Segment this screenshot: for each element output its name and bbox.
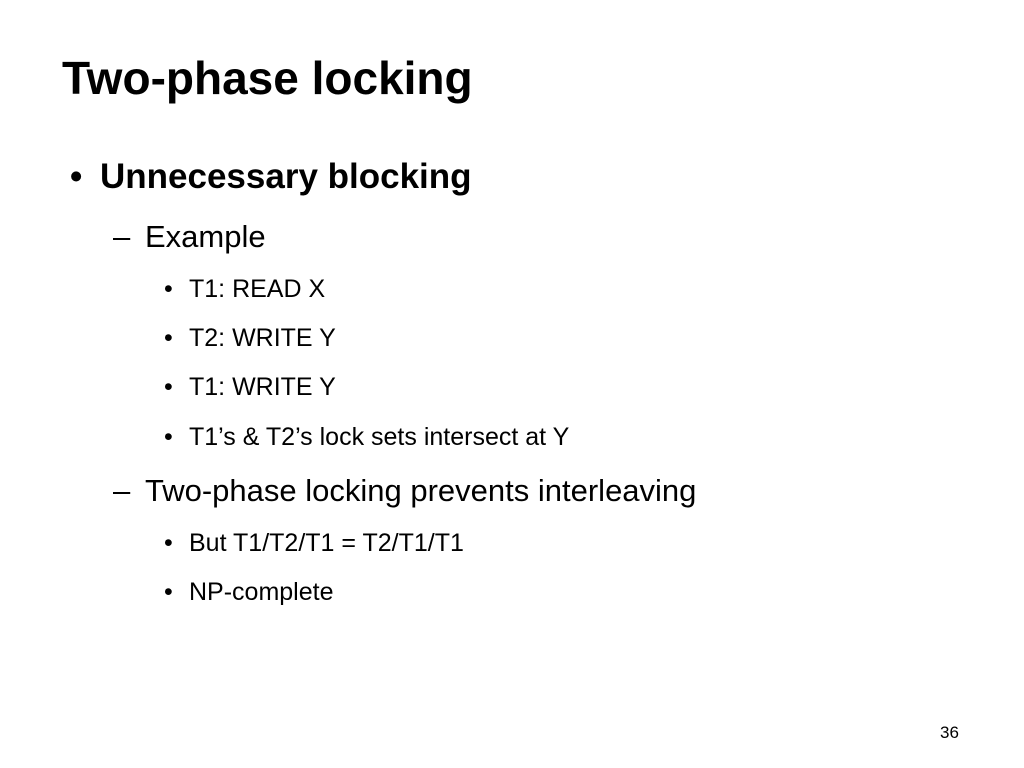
bullet-text: Example [145, 219, 266, 254]
bullet-text: T1: READ X [189, 275, 326, 303]
bullet-text: Unnecessary blocking [100, 157, 472, 196]
bullet-marker: • [164, 529, 173, 557]
dash-marker: – [113, 473, 131, 508]
page-number: 36 [940, 723, 959, 742]
dash-marker: – [113, 219, 131, 254]
bullet-marker: • [164, 373, 173, 401]
bullet-text: T2: WRITE Y [189, 324, 336, 352]
sub-sub-bullet-t1-write [164, 371, 336, 403]
sub-sub-bullet-t2-write [164, 322, 336, 354]
sub-sub-bullet-t1-read [164, 273, 325, 305]
slide-title: Two-phase locking [62, 52, 473, 104]
sub-sub-bullet-equivalence [164, 527, 464, 559]
bullet-text: T1’s & T2’s lock sets intersect at Y [189, 423, 570, 451]
bullet-text: NP-complete [189, 578, 334, 606]
bullet-marker: • [164, 578, 173, 606]
bullet-text: But T1/T2/T1 = T2/T1/T1 [189, 529, 464, 557]
bullet-text: Two-phase locking prevents interleaving [145, 473, 697, 508]
bullet-marker: • [164, 324, 173, 352]
bullet-marker: • [164, 275, 173, 303]
bullet-marker: • [70, 157, 83, 196]
sub-sub-bullet-np-complete [164, 576, 334, 608]
sub-sub-bullet-lock-sets [164, 421, 569, 453]
sub-bullet-prevents-interleaving [113, 471, 696, 511]
bullet-text: T1: WRITE Y [189, 373, 336, 401]
bullet-unnecessary-blocking [70, 155, 472, 199]
bullet-marker: • [164, 423, 173, 451]
sub-bullet-example [113, 217, 266, 257]
